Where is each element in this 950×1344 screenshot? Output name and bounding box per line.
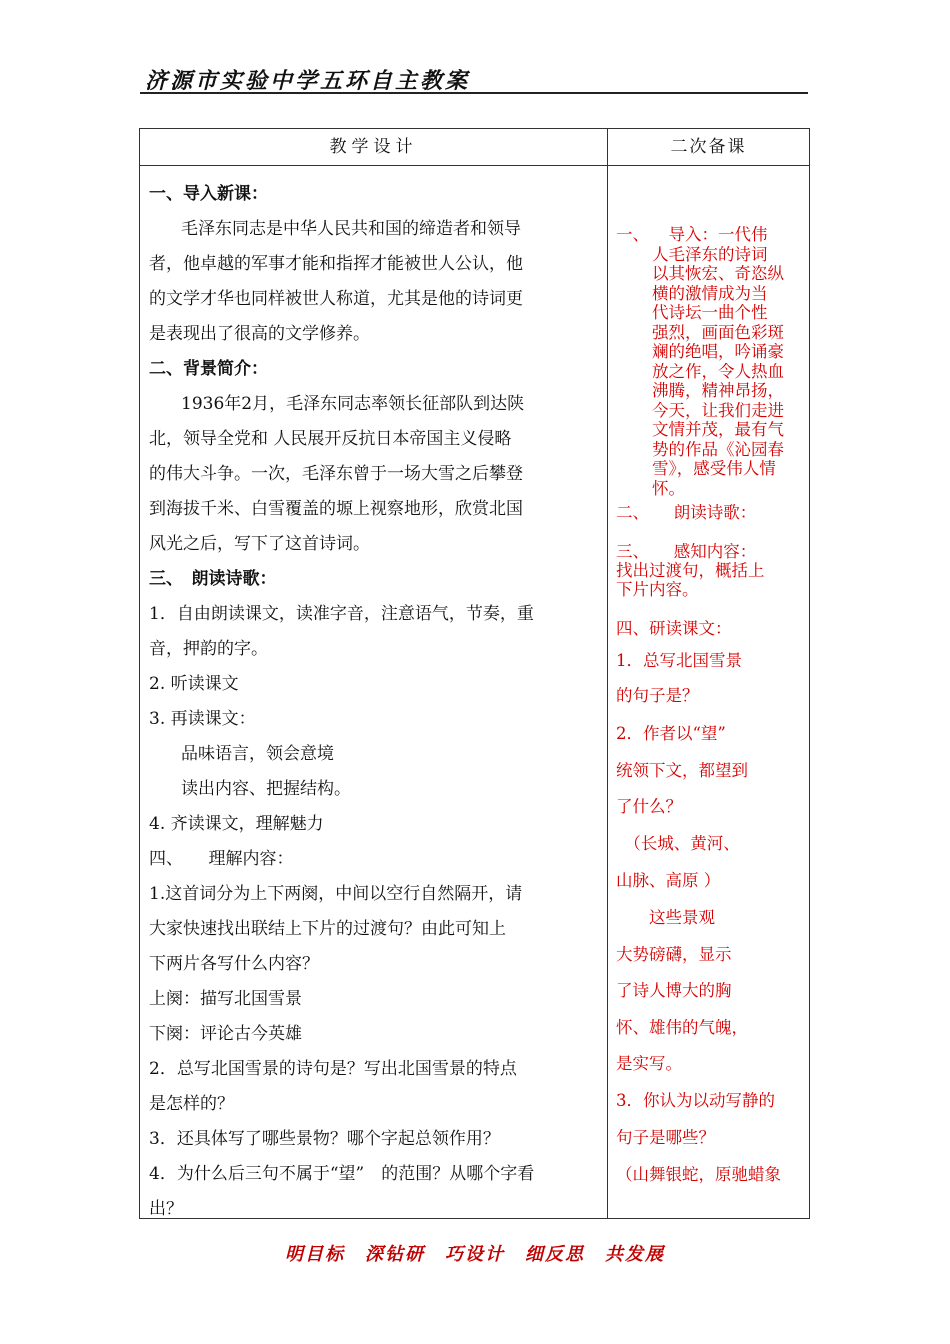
side-note-line: 下片内容。 [616, 580, 699, 599]
content-line: 北，领导全党和 人民展开反抗日本帝国主义侵略 [149, 429, 512, 449]
side-note-line: 四、研读课文： [616, 619, 732, 638]
side-note-line: 的句子是？ [616, 686, 699, 705]
content-line: 三、 朗读诗歌： [149, 569, 277, 589]
content-line: 到海拔千米、白雪覆盖的塬上视察地形，欣赏北国 [149, 499, 523, 519]
content-line: 毛泽东同志是中华人民共和国的缔造者和领导 [181, 219, 521, 239]
content-line: 2. 听读课文 [149, 674, 239, 694]
side-note-line: 句子是哪些？ [616, 1128, 715, 1147]
content-line: 出？ [149, 1199, 183, 1219]
intro-line: 斓的绝唱，吟诵豪 [652, 342, 784, 361]
intro-line: 沸腾，精神昂扬， [652, 381, 784, 400]
content-line: 的文学才华也同样被世人称道，尤其是他的诗词更 [149, 289, 523, 309]
content-line: 3. 再读课文： [149, 709, 256, 729]
intro-line: 横的激情成为当 [652, 283, 768, 303]
side-note-line: 了什么？ [616, 797, 682, 816]
side-note-line: 了诗人博大的胸 [616, 981, 732, 1000]
content-line: 1．自由朗读课文，读准字音，注意语气，节奏，重 [149, 604, 534, 624]
intro-line: 今天，让我们走进 [652, 400, 784, 420]
header-rule [140, 92, 808, 94]
side-note-line: 1．总写北国雪景 [616, 651, 742, 670]
intro-paragraph [616, 225, 812, 498]
content-line: 风光之后，写下了这首诗词。 [149, 534, 370, 554]
content-line: 4. 齐读课文，理解魅力 [149, 814, 324, 834]
footer-motto: 明目标 深钻研 巧设计 细反思 共发展 [285, 1244, 665, 1265]
side-note-line: 这些景观 [616, 908, 715, 927]
content-line: 是表现出了很高的文学修养。 [149, 324, 370, 344]
side-note-line: 是实写。 [616, 1054, 682, 1073]
content-line: 1936年2月，毛泽东同志率领长征部队到达陕 [181, 394, 525, 414]
teaching-design-content [149, 177, 594, 1227]
lesson-plan-table [139, 128, 810, 1219]
content-line: 1.这首词分为上下两阕，中间以空行自然隔开，请 [149, 884, 523, 904]
content-line: 大家快速找出联结上下片的过渡句？由此可知上 [149, 919, 506, 939]
side-note-line: 怀、雄伟的气魄， [616, 1018, 748, 1037]
content-line: 四、 理解内容： [149, 849, 294, 869]
content-line: 下阕：评论古今英雄 [149, 1024, 302, 1044]
intro-line: 代诗坛一曲个性 [652, 303, 768, 322]
side-note-line: 3．你认为以动写静的 [616, 1091, 775, 1110]
second-preparation-content [616, 225, 812, 1184]
side-note-line: 山脉、高原 ） [616, 871, 721, 890]
content-line: 一、导入新课： [149, 184, 268, 204]
side-note-line: 三、 感知内容： [616, 542, 757, 561]
content-line: 下两片各写什么内容？ [149, 954, 319, 974]
intro-number: 一、 [616, 225, 649, 244]
intro-line: 放之作，令人热血 [652, 361, 784, 381]
intro-line: 雪》，感受伟人情 [652, 459, 776, 478]
side-note-line: 找出过渡句，概括上 [616, 561, 765, 580]
intro-line: 势的作品《沁园春 [652, 439, 784, 459]
header-row-divider [140, 165, 809, 166]
intro-line: 人毛泽东的诗词 [652, 244, 768, 264]
intro-line: 文情并茂，最有气 [652, 420, 784, 439]
content-line: 读出内容、把握结构。 [181, 779, 351, 799]
content-line: 4．为什么后三句不属于“望” 的范围？从哪个字看 [149, 1164, 535, 1184]
content-line: 是怎样的？ [149, 1094, 234, 1114]
intro-line: 导入：一代伟 [652, 225, 768, 244]
content-line: 3．还具体写了哪些景物？哪个字起总领作用？ [149, 1129, 500, 1149]
content-line: 音，押韵的字。 [149, 639, 268, 659]
column-header-second-preparation: 二次备课 [670, 137, 747, 157]
content-line: 上阕：描写北国雪景 [149, 989, 302, 1009]
intro-line: 怀。 [652, 478, 685, 498]
intro-line: 以其恢宏、奇恣纵 [652, 264, 784, 283]
side-note-line: （山舞银蛇，原驰蜡象 [616, 1165, 781, 1184]
side-note-line: 2．作者以“望” [616, 724, 726, 743]
content-line: 品味语言，领会意境 [181, 744, 334, 764]
content-line: 2．总写北国雪景的诗句是？写出北国雪景的特点 [149, 1059, 517, 1079]
side-note-line: （长城、黄河、 [616, 834, 740, 853]
document-header-title: 济源市实验中学五环自主教案 [145, 68, 471, 94]
column-divider [607, 129, 608, 1218]
column-header-teaching-design: 教学设计 [329, 137, 418, 157]
side-note-line: 统领下文，都望到 [616, 761, 748, 780]
content-line: 者，他卓越的军事才能和指挥才能被世人公认，他 [149, 254, 523, 274]
content-line: 的伟大斗争。一次，毛泽东曾于一场大雪之后攀登 [149, 464, 523, 484]
intro-line: 强烈，画面色彩斑 [652, 322, 784, 342]
side-note-line: 二、 朗读诗歌： [616, 503, 757, 522]
side-note-line: 大势磅礴，显示 [616, 945, 732, 964]
content-line: 二、背景简介： [149, 359, 268, 379]
